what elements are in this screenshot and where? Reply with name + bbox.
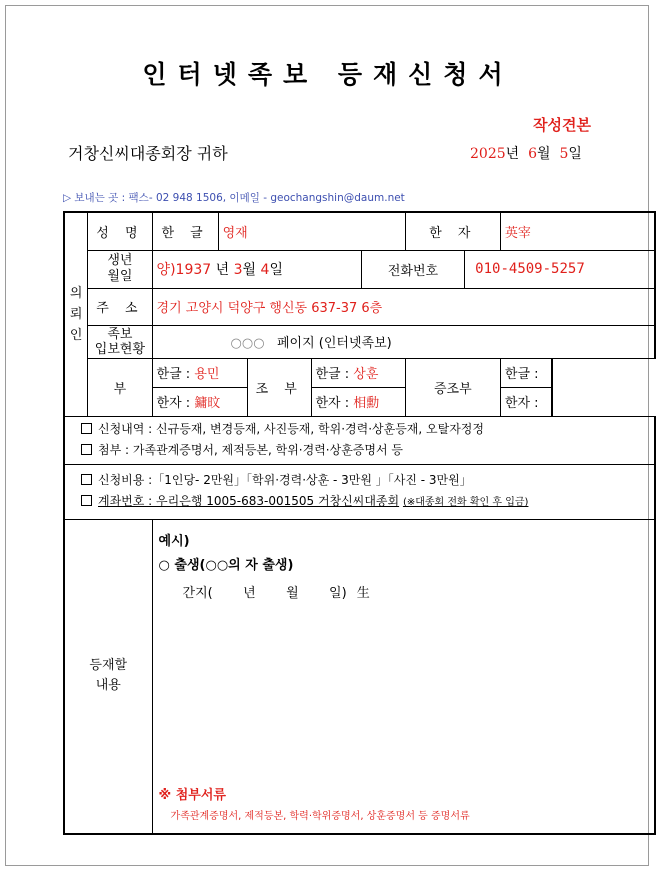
address-label: 주 소 (88, 288, 152, 325)
submission-date (470, 143, 582, 163)
hanja-label: 한 자 (405, 212, 500, 250)
apply-items: 신청내역 : 신규등재, 변경등재, 사진등재, 학위·경력·상훈등재, 오탈자정정 (81, 419, 650, 440)
grandfather-hangul[interactable]: 한글 : 상훈 (311, 358, 405, 387)
attach-heading: ※ 첨부서류 (158, 787, 226, 803)
phone-value[interactable]: 010-4509-5257 (465, 250, 655, 288)
content-label: 등재할 내용 (64, 519, 152, 834)
hanja-name-value[interactable]: 英宰 (500, 212, 655, 250)
addressee: 거창신씨대종회장 귀하 (68, 144, 228, 163)
attachments-checkbox[interactable] (81, 444, 92, 455)
account-checkbox[interactable] (81, 495, 92, 506)
application-info (64, 416, 655, 464)
page-title: 인터넷족보 등재신청서 (142, 60, 514, 89)
date-year: 2025 (470, 146, 506, 162)
application-form (63, 211, 656, 835)
attachments: 첨부 : 가족관계증명서, 제적등본, 학위·경력·상훈증명서 등 (81, 440, 650, 461)
address-value[interactable]: 경기 고양시 덕양구 행신동 637-37 6층 (152, 288, 655, 325)
great-grandfather-hanja[interactable]: 한자 : (500, 387, 552, 416)
example-heading: 예시) (158, 533, 190, 549)
birth-label: 생년 월일 (88, 250, 152, 288)
name-label: 성 명 (88, 212, 152, 250)
father-hangul[interactable]: 한글 : 용민 (152, 358, 247, 387)
send-info: ▷ 보내는 곳 : 팩스- 02 948 1506, 이메일 - geochangshin@daum.net (63, 192, 405, 204)
account-info: 계좌번호 : 우리은행 1005-683-001505 거창신씨대종회 (※대종회 전화 확인 후 입금) (81, 491, 650, 513)
apply-items-checkbox[interactable] (81, 423, 92, 434)
date-month: 6 (528, 146, 537, 162)
father-label: 부 (88, 358, 152, 416)
fee-checkbox[interactable] (81, 474, 92, 485)
great-grandfather-label: 증조부 (405, 358, 500, 416)
fee-info: 신청비용 :「1인당- 2만원」「학위·경력·상훈 - 3만원 」「사진 - 3만원」 (81, 470, 650, 491)
content-area[interactable] (152, 519, 655, 834)
hangul-label: 한 글 (152, 212, 218, 250)
date-year-unit: 년 (505, 146, 520, 162)
great-grandfather-hangul[interactable]: 한글 : (500, 358, 552, 387)
attach-detail: 가족관계증명서, 제적등본, 학력·학위증명서, 상훈증명서 등 증명서류 (170, 810, 470, 822)
applicant-label: 의 뢰 인 (64, 212, 88, 416)
date-day: 5 (559, 146, 569, 162)
record-status-value[interactable]: ○○○ 페이지 (인터넷족보) (152, 325, 655, 358)
date-month-unit: 월 (537, 146, 551, 162)
example-birth: ○ 출생(○○의 자 출생) (158, 557, 294, 573)
father-hanja[interactable]: 한자 : 鏞旼 (152, 387, 247, 416)
example-ganji: 간지( 년 월 일) 生 (182, 585, 370, 601)
birthdate-value[interactable]: 양)1937 년 3월 4일 (152, 250, 361, 288)
phone-label: 전화번호 (361, 250, 464, 288)
hangul-name-value[interactable]: 영재 (218, 212, 405, 250)
grandfather-label: 조 부 (247, 358, 311, 416)
payment-info (64, 464, 655, 519)
grandfather-hanja[interactable]: 한자 : 相勳 (311, 387, 405, 416)
date-day-unit: 일 (568, 146, 582, 162)
record-status-label: 족보 입보현황 (88, 325, 152, 358)
copy-label: 작성견본 (533, 116, 591, 134)
